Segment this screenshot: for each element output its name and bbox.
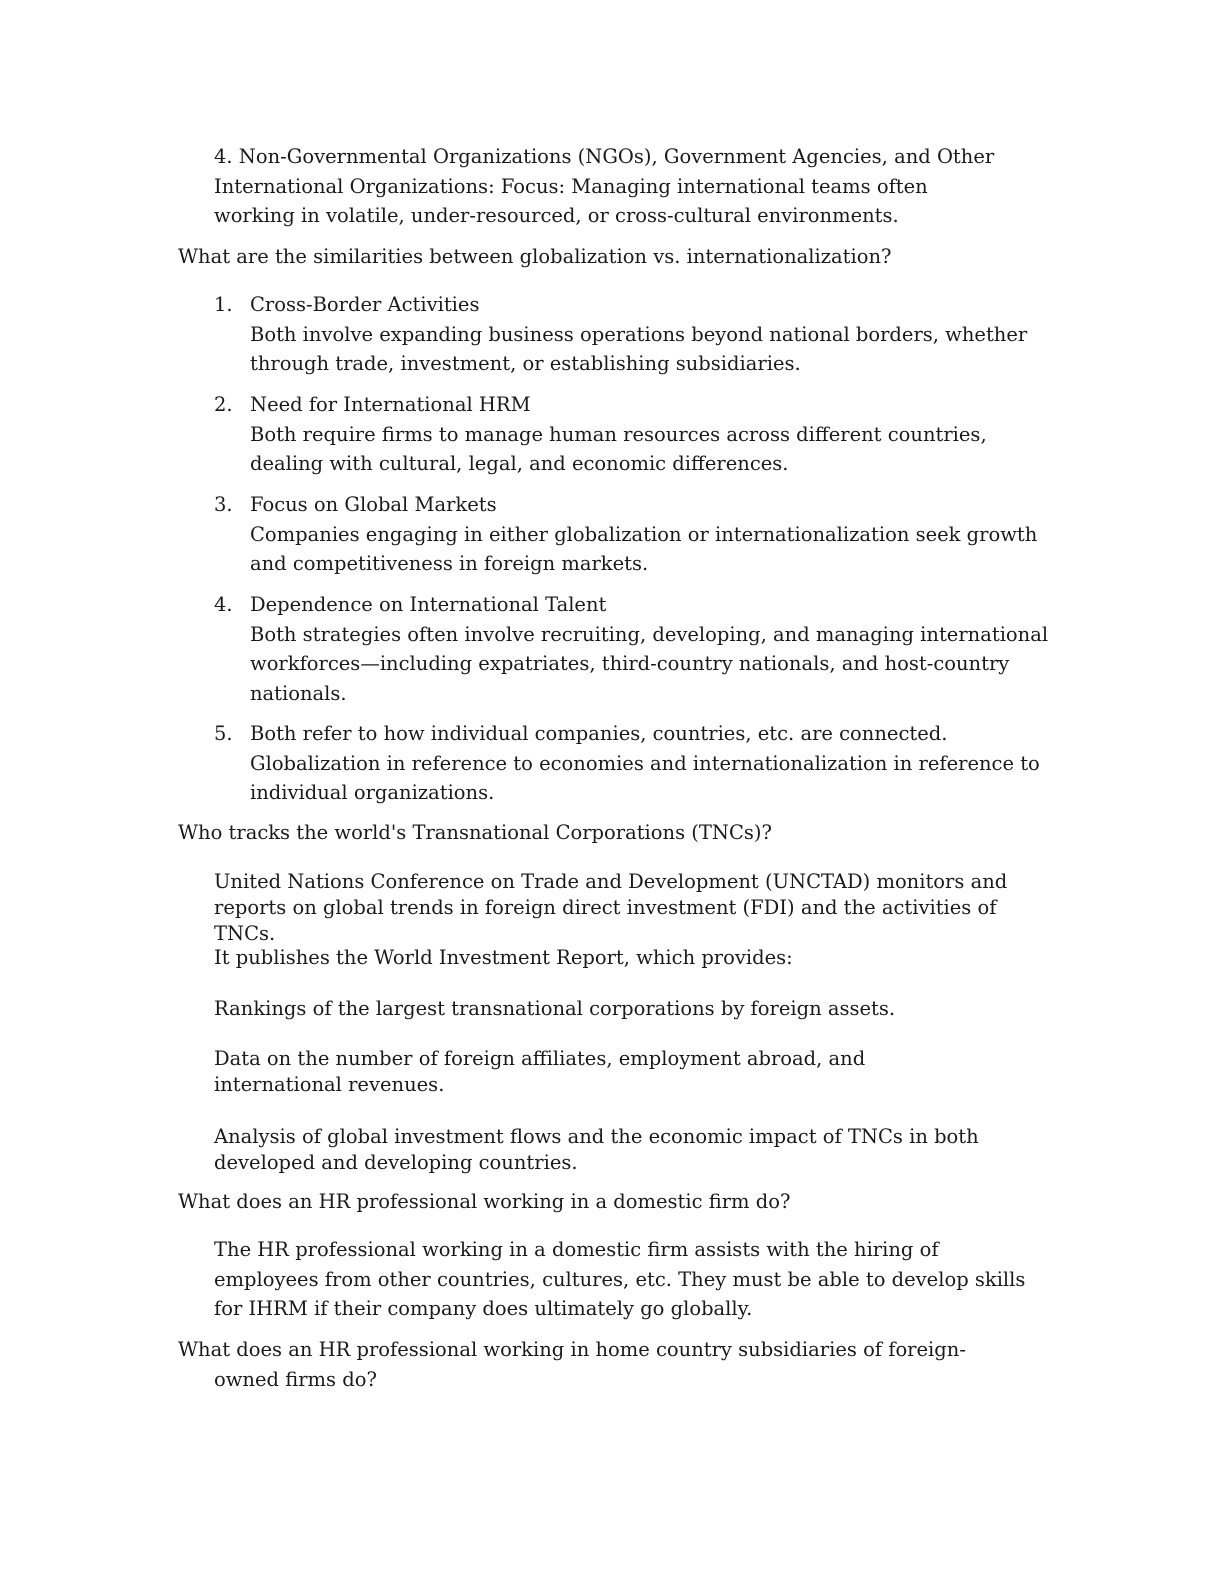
list-item-number: 3. xyxy=(214,493,233,516)
list-item-number: 1. xyxy=(214,293,233,316)
list-item-title: Cross-Border Activities xyxy=(250,293,480,316)
question-domestic-firm: What does an HR professional working in a domestic firm do? xyxy=(178,1190,791,1213)
tnc-paragraph: It publishes the World Investment Report, which provides: xyxy=(214,946,793,969)
tnc-paragraph: United Nations Conference on Trade and Development (UNCTAD) monitors and reports on global trends in foreign direct investment (FDI) and the activities of TNCs. xyxy=(214,870,1008,945)
list-item-number: 2. xyxy=(214,393,233,416)
tnc-paragraph: Data on the number of foreign affiliates, employment abroad, and international revenues. xyxy=(214,1047,866,1096)
question-home-country-subsidiaries: What does an HR professional working in home country subsidiaries of foreign-owned firms do? xyxy=(178,1338,966,1391)
list-item-body: Both involve expanding business operations beyond national borders, whether through trade, investment, or establishing subsidiaries. xyxy=(250,322,1028,375)
list-item-number: 5. xyxy=(214,722,233,745)
question-tncs: Who tracks the world's Transnational Corporations (TNCs)? xyxy=(178,821,772,844)
list-item-title: Dependence on International Talent xyxy=(250,593,607,616)
list-item-title: Focus on Global Markets xyxy=(250,493,497,516)
list-item-body: Both refer to how individual companies, countries, etc. are connected. Globalization in reference to economies and internationalization in reference to individual organizations. xyxy=(250,722,1040,804)
list-item-body: Both require firms to manage human resources across different countries, dealing with cultural, legal, and economic differences. xyxy=(250,422,987,475)
ngo-item-paragraph: 4. Non-Governmental Organizations (NGOs), Government Agencies, and Other International Organizations: Focus: Managing international teams often working in volatile, under-resourced, or cross-cultural environments. xyxy=(214,145,995,227)
question-similarities: What are the similarities between globalization vs. internationalization? xyxy=(178,245,892,268)
tnc-paragraph: Rankings of the largest transnational corporations by foreign assets. xyxy=(214,997,896,1020)
list-item-body: Both strategies often involve recruiting, developing, and managing international workforces—including expatriates, third-country nationals, and host-country nationals. xyxy=(250,622,1049,705)
list-item-number: 4. xyxy=(214,593,233,616)
list-item-title: Need for International HRM xyxy=(250,393,531,416)
answer-domestic-firm: The HR professional working in a domestic firm assists with the hiring of employees from other countries, cultures, etc. They must be able to develop skills for IHRM if their company does ultimately go globally. xyxy=(214,1238,1026,1320)
list-item-body: Companies engaging in either globalization or internationalization seek growth and competitiveness in foreign markets. xyxy=(250,522,1038,575)
tnc-paragraph: Analysis of global investment flows and the economic impact of TNCs in both developed and developing countries. xyxy=(214,1125,979,1174)
